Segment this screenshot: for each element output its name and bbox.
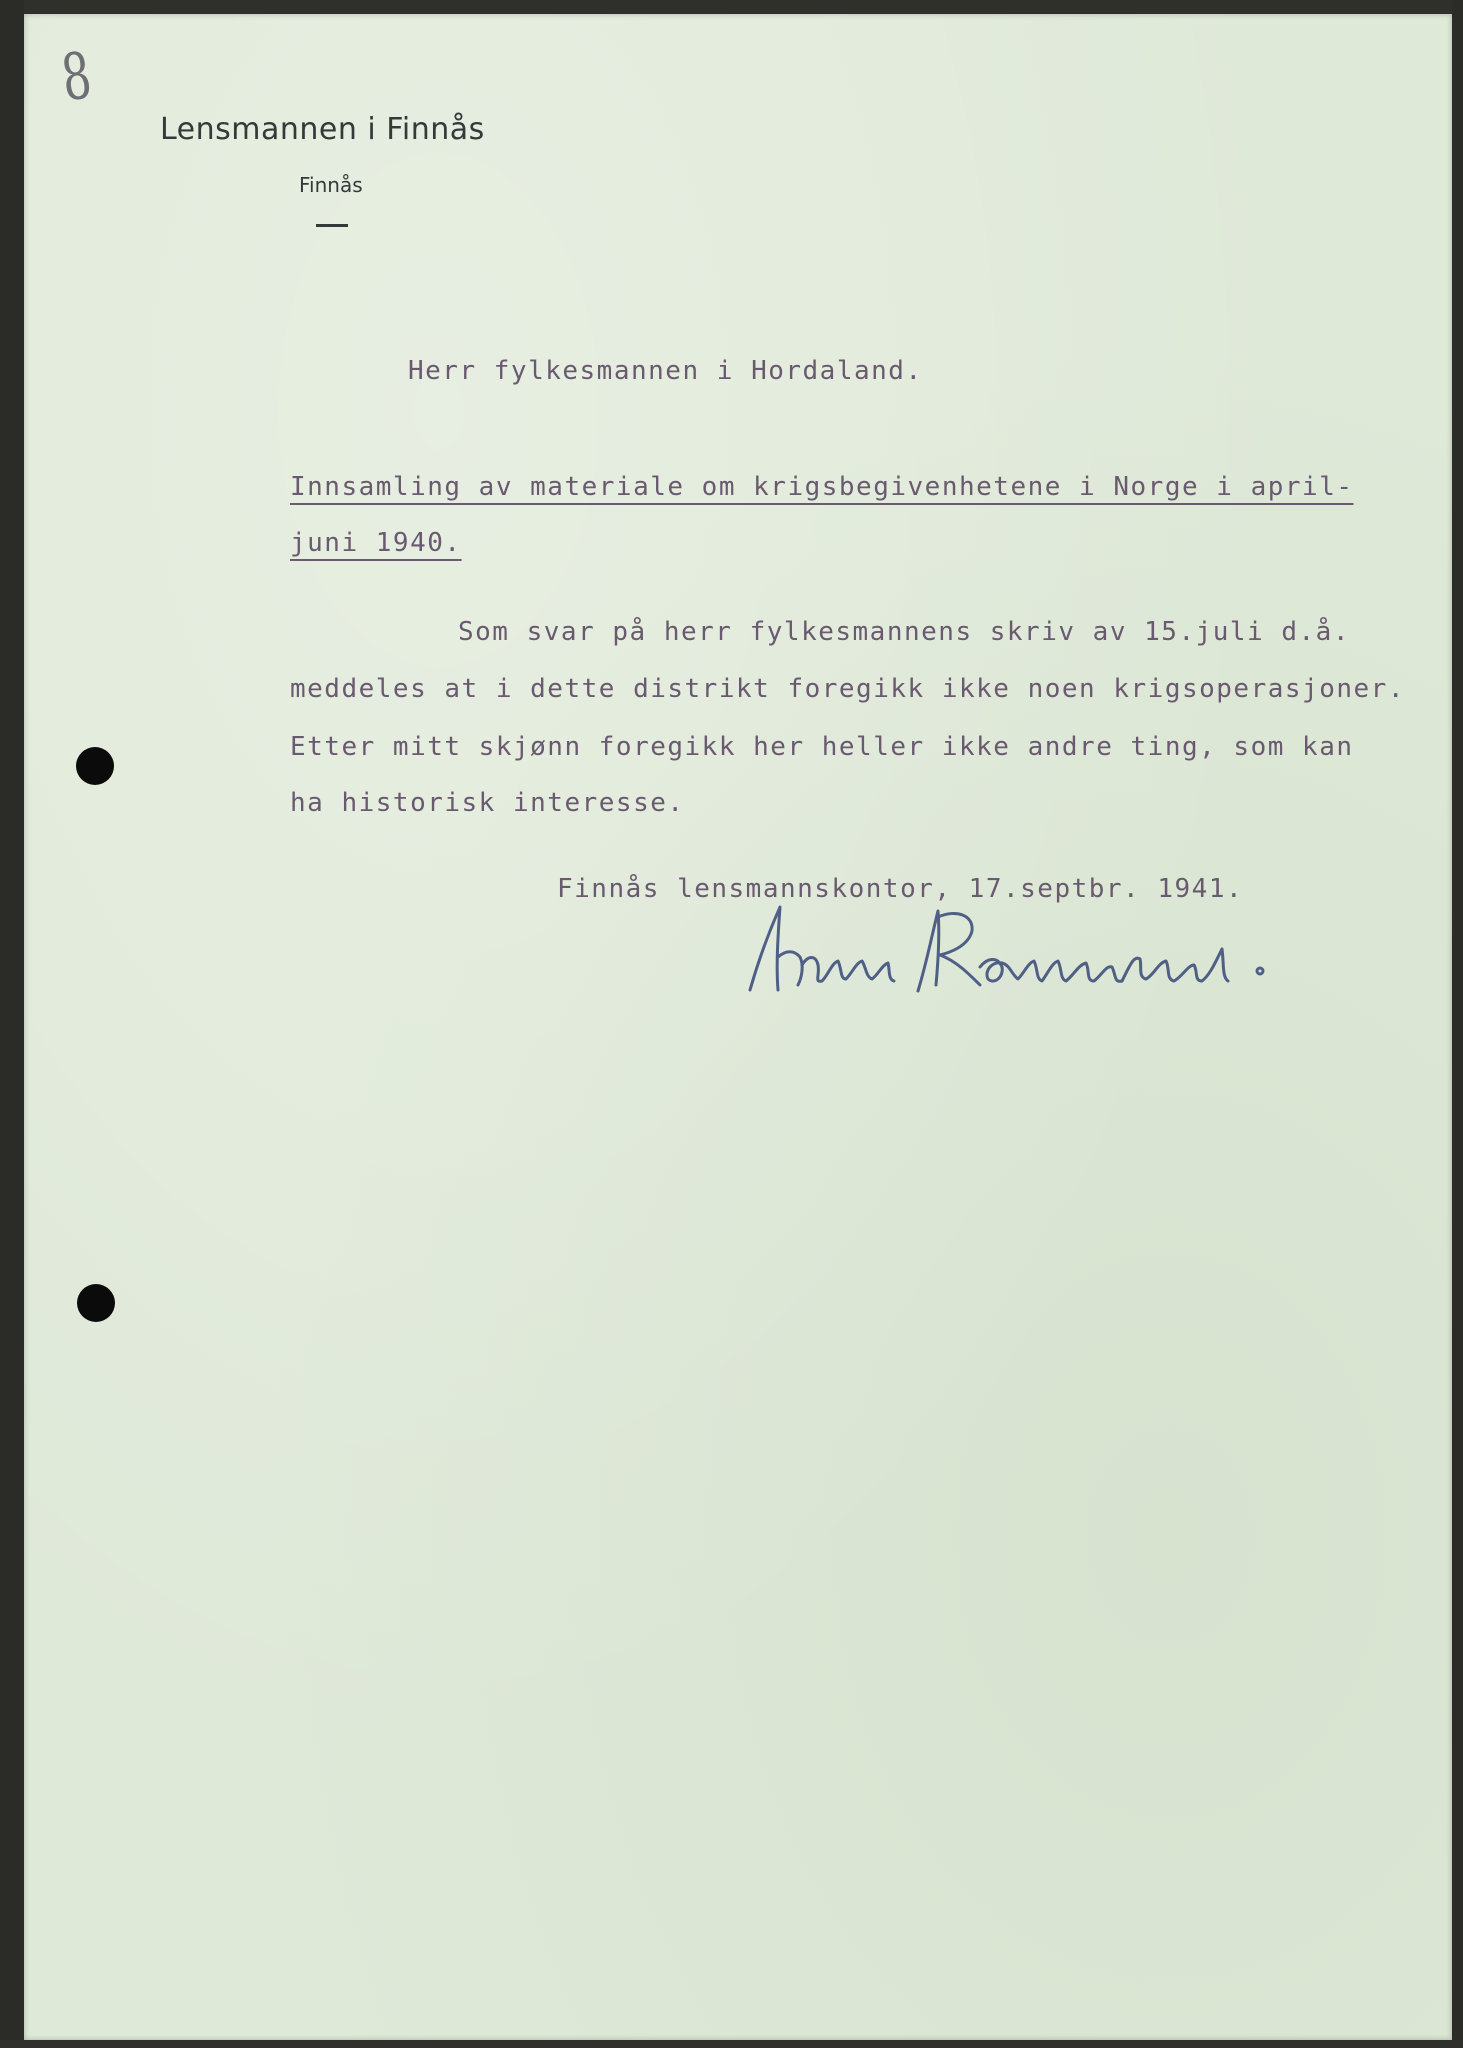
letterhead-place: Finnås — [299, 173, 363, 197]
letterhead-title: Lensmannen i Finnås — [160, 112, 485, 147]
body-line-4: ha historisk interesse. — [290, 788, 685, 818]
body-line-3: Etter mitt skjønn foregikk her heller ikke andre ting, som kan — [290, 732, 1354, 762]
scan-frame-left — [0, 0, 24, 2048]
body-line-2: meddeles at i dette distrikt foregikk ikke noen krigsoperasjoner. — [290, 674, 1405, 704]
margin-note: 8 — [57, 39, 96, 117]
punch-hole-lower — [77, 1284, 115, 1322]
scan-frame-right — [1452, 0, 1463, 2048]
scan-frame-top — [0, 0, 1463, 14]
closing-line: Finnås lensmannskontor, 17.septbr. 1941. — [557, 874, 1244, 904]
body-line-1: Som svar på herr fylkesmannens skriv av 15.juli d.å. — [458, 617, 1350, 647]
punch-hole-upper — [76, 747, 114, 785]
letterhead-rule — [316, 224, 348, 227]
subject-line-2: juni 1940. — [290, 528, 462, 558]
paper-edge — [24, 14, 1452, 2040]
addressee-line: Herr fylkesmannen i Hordaland. — [408, 356, 923, 386]
scan-frame-bottom — [0, 2040, 1463, 2048]
subject-line-1: Innsamling av materiale om krigsbegivenhetene i Norge i april- — [290, 472, 1354, 502]
handwritten-signature — [742, 895, 1274, 1005]
